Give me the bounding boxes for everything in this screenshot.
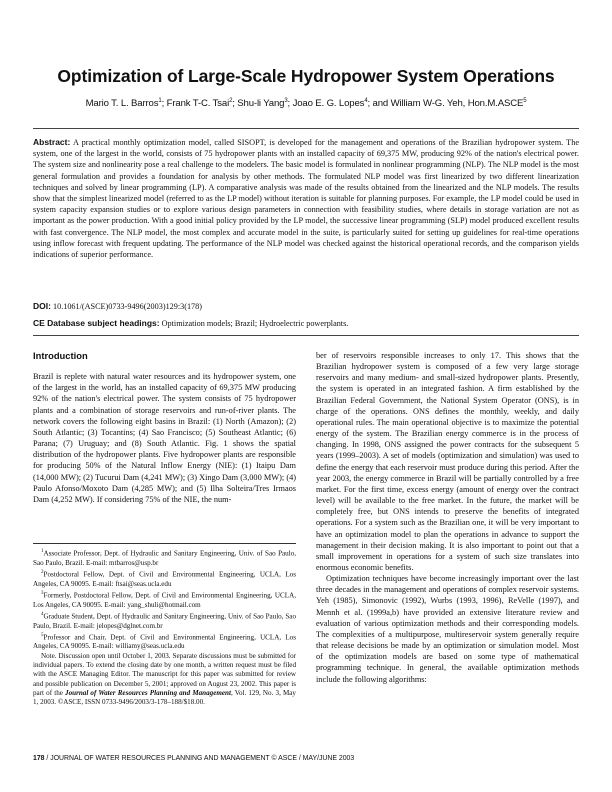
page-footer	[33, 755, 579, 762]
page-number: 178	[33, 755, 45, 762]
footnote-4: $^4$Graduate Student, Dept. of Hydraulic and Sanitary Engineering, Univ. of Sao Paulo, Sao Paulo, Brazil. E-mail: jelopes@dglnet.com.br	[33, 611, 296, 630]
subject-headings-value: Optimization models; Brazil; Hydroelectric powerplants.	[161, 319, 349, 328]
paper-title: Optimization of Large-Scale Hydropower System Operations	[57, 66, 555, 86]
right-column	[316, 350, 579, 685]
footnote-1: $^1$Associate Professor, Dept. of Hydraulic and Sanitary Engineering, Univ. of Sao Paulo, Sao Paulo, Brazil. E-mail: mtbarros@usp.br	[33, 549, 296, 567]
doi-value[interactable]: 10.1061/(ASCE)0733-9496(2003)129:3(178)	[53, 302, 202, 311]
author-line	[30, 98, 582, 109]
author-2: Frank T-C. Tsai$^2$;	[166, 98, 238, 110]
footnote-rule	[33, 543, 296, 544]
header-rule-top	[33, 128, 579, 129]
author-1: Mario T. L. Barros$^1$;	[85, 98, 167, 110]
doi-line	[33, 301, 579, 311]
abstract	[33, 137, 579, 260]
journal-name: Journal of Water Resources Planning and Management	[65, 688, 231, 697]
intro-paragraph-2: ber of reservoirs responsible increases to only 17. This shows that the Brazilian hydropower system is composed of a few very large storage reservoirs and many medium- and small-sized hydropower plants. Presently, the system is operated in an integrated fashion. A firm established by the Brazilian Federal Government, the National System Operator (ONS), is in charge of the operations. ONS defines the monthly, weekly, and daily operational rules. The main operational objective is to maximize the potential energy of the system. The Brazilian energy commerce is in the process of changing. In 1998, ONS assigned the power contracts for the subsequent 5 years (1999–2003). A set of models (optimization and simulation) was used to define the energy that each reservoir must produce during this period. After the year 2003, the energy commerce in Brazil will be partially controlled by a free market. For the first time, excess energy (amount of energy over the contract level) will be available to the free market. In the future, the market will be completely free, but ONS intends to preserve the benefits of integrated operations. For a system such as the Brazilian one, it will be very important to have an optimization model to plan the operations in advance to support the management in their decision making. It is also important to point out that a small improvement in operations for a system of such size translates into enormous economic benefits.	[316, 351, 579, 572]
discussion-note: Note. Discussion open until October 1, 2003. Separate discussions must be submitted for individual papers. To extend the closing date by one month, a written request must be filed with the ASCE Managing Editor. The manuscript for this paper was submitted for review and possible publication on December 5, 2001; approved on August 23, 2002. This paper is part of the Journal of Water Resources Planning and Management, Vol. 129, No. 3, May 1, 2003. ©ASCE, ISSN 0733-9496/2003/3-178–188/$18.00.	[33, 651, 296, 707]
header-rule-bottom	[33, 335, 579, 336]
doi-label: DOI:	[33, 301, 51, 311]
footnote-2: $^2$Postdoctoral Fellow, Dept. of Civil and Environmental Engineering, UCLA, Los Angeles, CA 90095. E-mail: ftsai@seas.ucla.edu	[33, 569, 296, 588]
intro-paragraph-1: Brazil is replete with natural water resources and its hydropower system, one of the largest in the world, has an installed capacity of 69,375 MW producing 92% of the nation's electrical power. The system consists of 75 hydropower plants and a combination of storage reservoirs and run-of-river plants. The network covers the following eight basins in Brazil: (1) North (Amazon); (2) South Atlantic; (3) Tocantins; (4) Sao Francisco; (5) Southeast Atlantic; (6) Parana; (7) Uruguay; and (8) South Atlantic. Fig. 1 shows the spatial distribution of the hydropower plants. Five hydropower plants are responsible for producing 50% of the Natural Inflow Energy (NIE): (1) Itaipu Dam (14,000 MW); (2) Tucurui Dam (4,241 MW); (3) Xingo Dam (3,000 MW); (4) Paulo Afonso/Moxoto Dam (4,285 MW); and (5) Ilha Solteira/Tres Irmaos Dam (4,252 MW). If considering 75% of the NIE, the num-	[33, 372, 296, 504]
subject-headings-line	[33, 318, 579, 328]
left-column	[33, 350, 296, 505]
author-5: and William W-G. Yeh, Hon.M.ASCE$^5$	[372, 98, 527, 110]
subject-headings-label: CE Database subject headings:	[33, 318, 160, 328]
author-4: Joao E. G. Lopes$^4$;	[292, 98, 373, 110]
section-heading-introduction: Introduction	[33, 350, 88, 361]
journal-footer-text: / JOURNAL OF WATER RESOURCES PLANNING AND MANAGEMENT © ASCE / MAY/JUNE 2003	[44, 755, 355, 762]
intro-paragraph-3: Optimization techniques have become increasingly important over the last three decades in the management and operations of complex reservoir systems. Yeh (1985), Simonovic (1992), Wurbs (1993, 1996), ReVelle (1997), and Mennh et al. (1999a,b) have provided an extensive literature review and evaluation of various optimization methods and their corresponding models. The complexities of a multipurpose, multireservoir system generally require that release decisions be made by an optimization or simulation model. Most of the optimization models are based on some type of mathematical programming technique. In general, the available optimization methods include the following algorithms:	[316, 574, 579, 684]
author-3: Shu-li Yang$^3$;	[237, 98, 293, 110]
abstract-label: Abstract:	[33, 137, 71, 147]
footnotes	[33, 543, 296, 708]
footnote-5: $^5$Professor and Chair, Dept. of Civil and Environmental Engineering, UCLA, Los Angeles, CA 90095. E-mail: williamy@seas.ucla.edu	[33, 632, 296, 651]
footnote-3: $^3$Formerly, Postdoctoral Fellow, Dept. of Civil and Environmental Engineering, UCLA, Los Angeles, CA 90095. E-mail: yang_shuli@hotmail.com	[33, 590, 296, 609]
abstract-text: A practical monthly optimization model, called SISOPT, is developed for the management and operations of the Brazilian hydropower system. The system, one of the largest in the world, consists of 75 hydropower plants with an installed capacity of 69,375 MW, producing 92% of the nation's electrical power. The system size and nonlinearity pose a real challenge to the modelers. The basic model is formulated in nonlinear programming (NLP). The NLP model is the most general formulation and provides a foundation for analysis by other methods. The formulated NLP model was first linearized by two different linearization techniques and solved by linear programming (LP). A comparative analysis was made of the results obtained from the linearized and the NLP models. The results show that the simplest linearized model (referred to as the LP model) without iteration is suitable for planning purposes. For example, the LP model could be used in system capacity expansion studies or to explore various design parameters in connection with feasibility studies, where details in storage variation are not as important as the power production. With a good initial policy provided by the LP model, the successive linear programming (SLP) model produced excellent results with fast convergence. The NLP model, the most complex and accurate model in the suite, is particularly suited for setting up guidelines for real-time operations using inflow forecast with frequent updating. The performance of the NLP model was checked against the historical operational records, and the comparison yields indications of superior performance.	[33, 138, 579, 260]
